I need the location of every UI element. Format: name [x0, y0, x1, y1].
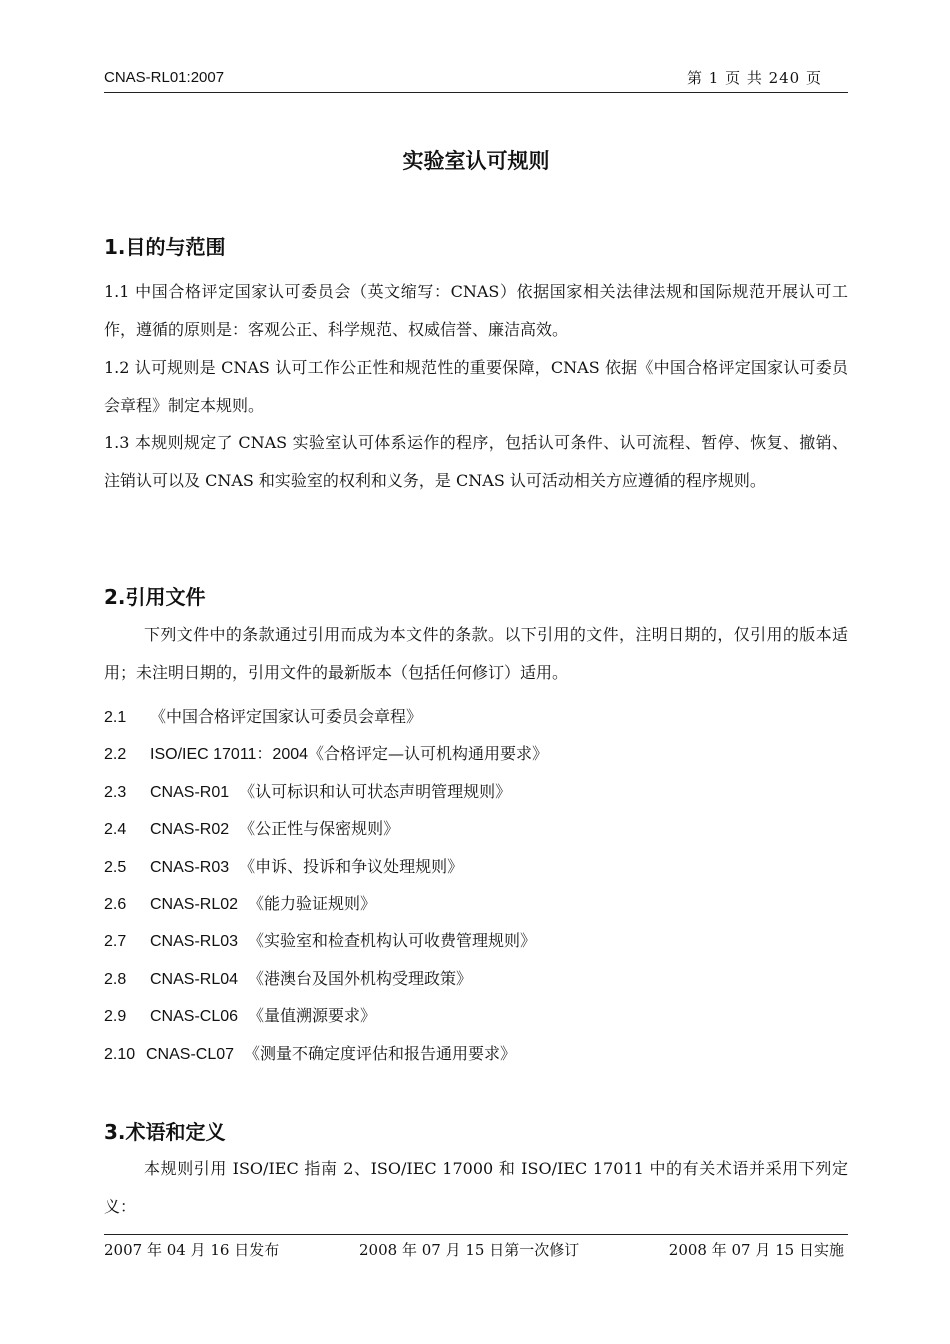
reference-number: 2.3: [104, 783, 127, 801]
reference-title: 《能力验证规则》: [248, 893, 377, 913]
reference-number: 2.10: [104, 1045, 136, 1063]
reference-code: ISO/IEC 17011：2004: [150, 746, 309, 764]
issue-date: 2007 年 04 月 16 日发布: [104, 1241, 280, 1259]
reference-number: 2.2: [104, 746, 127, 764]
reference-title: 《中国合格评定国家认可委员会章程》: [150, 707, 423, 726]
reference-title: 《申诉、投诉和争议处理规则》: [239, 856, 464, 876]
revision-date: 2008 年 07 月 15 日第一次修订: [359, 1241, 580, 1259]
effective-date: 2008 年 07 月 15 日实施: [668, 1241, 844, 1259]
reference-number: 2.1: [104, 709, 127, 726]
reference-number: 2.5: [104, 858, 127, 876]
reference-code: CNAS-RL03: [150, 933, 239, 951]
page-number: 第 1 页 共 240 页: [686, 69, 822, 87]
paragraph-1-2: 1.2 认可规则是 CNAS 认可工作公正性和规范性的重要保障，CNAS 依据《中国合格评定国家认可委员会章程》制定本规则。: [104, 358, 848, 415]
reference-title: 《公正性与保密规则》: [239, 819, 400, 839]
reference-number: 2.8: [104, 970, 127, 988]
reference-number: 2.4: [104, 821, 127, 839]
reference-title: 《港澳台及国外机构受理政策》: [248, 968, 473, 988]
reference-title: 《量值溯源要求》: [248, 1006, 377, 1026]
paragraph-1-3: 1.3 本规则规定了 CNAS 实验室认可体系运作的程序，包括认可条件、认可流程、暂停、恢复、撤销、注销认可以及 CNAS 和实验室的权利和义务，是 CNAS 认可活动相关方应遵循的程序规则。: [104, 433, 848, 490]
reference-item: [104, 848, 848, 885]
reference-code: CNAS-R03: [150, 858, 230, 876]
reference-code: CNAS-CL07: [146, 1045, 235, 1063]
document-title: 实验室认可规则: [402, 149, 550, 173]
reference-number: 2.6: [104, 895, 127, 913]
reference-item: [104, 1035, 848, 1072]
section-heading-references: 2.引用文件: [104, 585, 206, 609]
page-header: [104, 68, 848, 93]
page-footer: [104, 1234, 848, 1263]
reference-item: [104, 922, 848, 959]
reference-title: 《测量不确定度评估和报告通用要求》: [244, 1043, 517, 1063]
reference-title: 《合格评定—认可机构通用要求》: [308, 744, 549, 764]
reference-item: [104, 885, 848, 922]
reference-number: 2.7: [104, 933, 127, 951]
reference-number: 2.9: [104, 1008, 127, 1026]
reference-item: [104, 698, 848, 735]
reference-code: CNAS-RL02: [150, 895, 239, 913]
paragraph-1-1: 1.1 中国合格评定国家认可委员会（英文缩写：CNAS）依据国家相关法律法规和国际规范开展认可工作，遵循的原则是：客观公正、科学规范、权威信誉、廉洁高效。: [104, 282, 848, 339]
terms-intro: 本规则引用 ISO/IEC 指南 2、ISO/IEC 17000 和 ISO/IEC 17011 中的有关术语并采用下列定义：: [104, 1159, 848, 1216]
reference-item: [104, 810, 848, 847]
document-code: CNAS-RL01:2007: [104, 69, 225, 86]
reference-item: [104, 735, 848, 772]
reference-code: CNAS-R01: [150, 783, 230, 801]
section-heading-terms-definitions: 3.术语和定义: [104, 1120, 226, 1144]
reference-item: [104, 997, 848, 1034]
reference-title: 《实验室和检查机构认可收费管理规则》: [248, 931, 537, 951]
section-heading-purpose-scope: 1.目的与范围: [104, 235, 226, 259]
reference-item: [104, 960, 848, 997]
references-intro: 下列文件中的条款通过引用而成为本文件的条款。以下引用的文件，注明日期的，仅引用的版本适用；未注明日期的，引用文件的最新版本（包括任何修订）适用。: [104, 625, 848, 682]
reference-item: [104, 773, 848, 810]
reference-code: CNAS-CL06: [150, 1008, 239, 1026]
reference-code: CNAS-R02: [150, 821, 230, 839]
reference-title: 《认可标识和认可状态声明管理规则》: [239, 781, 512, 801]
reference-code: CNAS-RL04: [150, 970, 239, 988]
reference-list: [104, 698, 848, 1072]
document-page: [104, 0, 848, 1344]
